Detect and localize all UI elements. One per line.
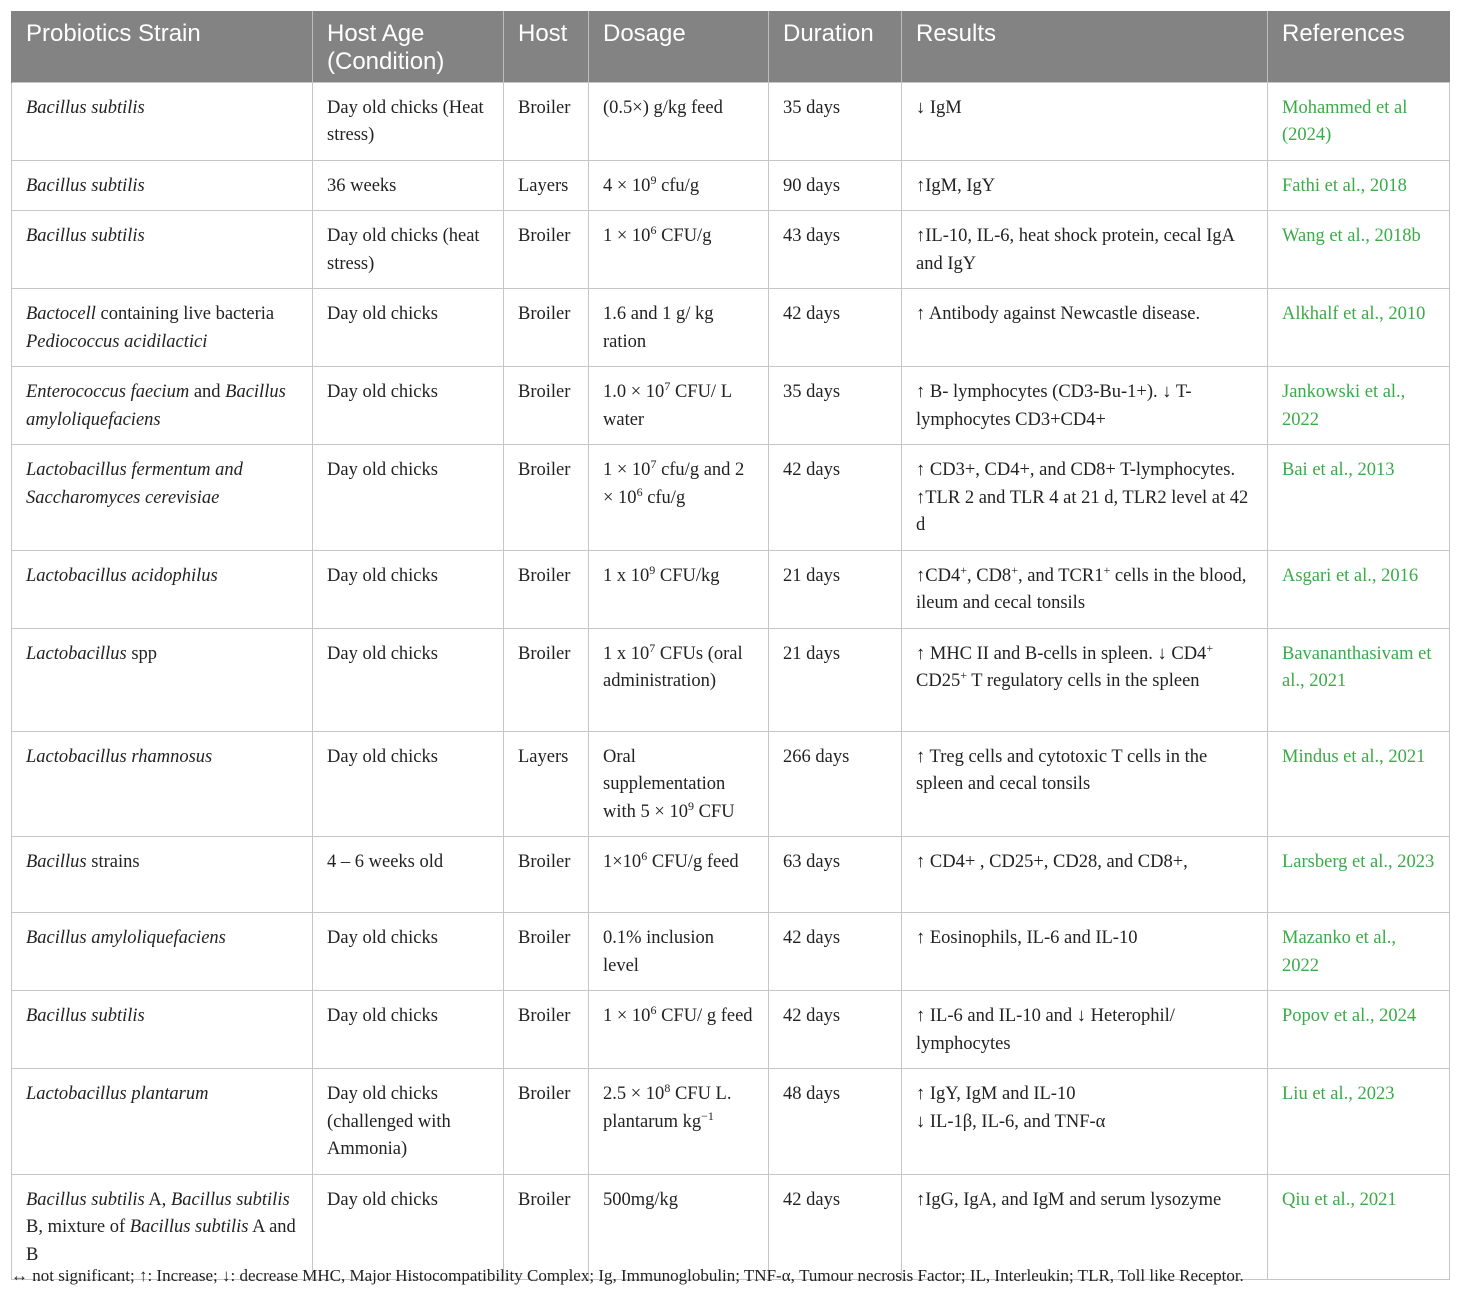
reference-link[interactable]: Mazanko et al., 2022: [1268, 913, 1450, 991]
duration-cell: 42 days: [769, 913, 902, 991]
results-cell: ↑IgG, IgA, and IgM and serum lysozyme: [902, 1174, 1268, 1280]
duration-cell: 43 days: [769, 211, 902, 289]
dosage-cell: $2.5 \times 10^8$ CFU L. plantarum $kg^{-1}$: [589, 1069, 769, 1175]
reference-link[interactable]: Liu et al., 2023: [1268, 1069, 1450, 1175]
host-age-cell: Day old chicks: [313, 991, 504, 1069]
duration-cell: 266 days: [769, 731, 902, 837]
host-age-cell: Day old chicks (Heat stress): [313, 82, 504, 160]
dosage-cell: 1 x $10^7$ CFUs (oral administration): [589, 628, 769, 731]
header-references: References: [1268, 11, 1450, 82]
host-cell: Broiler: [504, 1069, 589, 1175]
table-row: [12, 1174, 1450, 1280]
host-cell: Broiler: [504, 1174, 589, 1280]
reference-link[interactable]: Popov et al., 2024: [1268, 991, 1450, 1069]
header-duration: Duration: [769, 11, 902, 82]
table-row: [12, 837, 1450, 913]
table-row: [12, 913, 1450, 991]
header-strain: Probiotics Strain: [12, 11, 313, 82]
duration-cell: 42 days: [769, 1174, 902, 1280]
host-age-cell: Day old chicks (challenged with Ammonia): [313, 1069, 504, 1175]
dosage-cell: 0.1% inclusion level: [589, 913, 769, 991]
duration-cell: 63 days: [769, 837, 902, 913]
host-age-cell: Day old chicks: [313, 1174, 504, 1280]
dosage-cell: $1 \times 10^7$ cfu/g and $2 \times 10^6$ cfu/g: [589, 445, 769, 551]
header-host-age: Host Age (Condition): [313, 11, 504, 82]
header-dosage: Dosage: [589, 11, 769, 82]
header-row: [12, 11, 1450, 82]
table-row: [12, 367, 1450, 445]
results-cell: ↑CD4+, CD8+, and TCR1+ cells in the blood, ileum and cecal tonsils: [902, 550, 1268, 628]
duration-cell: 42 days: [769, 991, 902, 1069]
results-cell: ↑ Eosinophils, IL-6 and IL-10: [902, 913, 1268, 991]
results-cell: ↑ IL-6 and IL-10 and ↓ Heterophil/ lymphocytes: [902, 991, 1268, 1069]
host-age-cell: Day old chicks: [313, 289, 504, 367]
table-row: [12, 211, 1450, 289]
dosage-cell: 1.6 and 1 g/ kg ration: [589, 289, 769, 367]
reference-link[interactable]: Fathi et al., 2018: [1268, 160, 1450, 211]
reference-link[interactable]: Qiu et al., 2021: [1268, 1174, 1450, 1280]
dosage-cell: $1.0 \times 10^7$ CFU/ L water: [589, 367, 769, 445]
duration-cell: 42 days: [769, 445, 902, 551]
table-row: [12, 289, 1450, 367]
host-age-cell: Day old chicks: [313, 367, 504, 445]
results-cell: ↑ IgY, IgM and IL-10 ↓ IL-1β, IL-6, and TNF-α: [902, 1069, 1268, 1175]
dosage-cell: $1 \times 10^6$ CFU/ g feed: [589, 991, 769, 1069]
table-row: [12, 1069, 1450, 1175]
host-cell: Broiler: [504, 837, 589, 913]
table-row: [12, 160, 1450, 211]
duration-cell: 42 days: [769, 289, 902, 367]
table-row: [12, 445, 1450, 551]
host-cell: Broiler: [504, 913, 589, 991]
host-cell: Broiler: [504, 550, 589, 628]
results-cell: ↑ CD3+, CD4+, and CD8+ T-lymphocytes. ↑TLR 2 and TLR 4 at 21 d, TLR2 level at 42 d: [902, 445, 1268, 551]
dosage-cell: (0.5×) g/kg feed: [589, 82, 769, 160]
reference-link[interactable]: Alkhalf et al., 2010: [1268, 289, 1450, 367]
reference-link[interactable]: Jankowski et al., 2022: [1268, 367, 1450, 445]
results-cell: ↑ Treg cells and cytotoxic T cells in the spleen and cecal tonsils: [902, 731, 1268, 837]
dosage-cell: 1 x $10^9$ CFU/kg: [589, 550, 769, 628]
reference-link[interactable]: Mohammed et al (2024): [1268, 82, 1450, 160]
host-age-cell: 36 weeks: [313, 160, 504, 211]
host-cell: Layers: [504, 160, 589, 211]
duration-cell: 35 days: [769, 367, 902, 445]
host-cell: Broiler: [504, 289, 589, 367]
dosage-cell: $1 \times 10^6$ CFU/g: [589, 211, 769, 289]
strain-cell: Lactobacillus plantarum: [12, 1069, 313, 1175]
duration-cell: 35 days: [769, 82, 902, 160]
results-cell: ↑ MHC II and B-cells in spleen. ↓ CD4+ CD25+ T regulatory cells in the spleen: [902, 628, 1268, 731]
host-cell: Broiler: [504, 628, 589, 731]
duration-cell: 48 days: [769, 1069, 902, 1175]
duration-cell: 21 days: [769, 550, 902, 628]
dosage-cell: $1\times 10^6$ CFU/g feed: [589, 837, 769, 913]
reference-link[interactable]: Asgari et al., 2016: [1268, 550, 1450, 628]
table-row: [12, 991, 1450, 1069]
host-cell: Broiler: [504, 82, 589, 160]
reference-link[interactable]: Wang et al., 2018b: [1268, 211, 1450, 289]
host-cell: Broiler: [504, 445, 589, 551]
host-age-cell: Day old chicks: [313, 913, 504, 991]
dosage-cell: Oral supplementation with $5 \times 10^9$ CFU: [589, 731, 769, 837]
strain-cell: Bacillus strains: [12, 837, 313, 913]
results-cell: ↑IgM, IgY: [902, 160, 1268, 211]
strain-cell: Bacillus amyloliquefaciens: [12, 913, 313, 991]
host-age-cell: Day old chicks: [313, 731, 504, 837]
strain-cell: Bacillus subtilis: [12, 991, 313, 1069]
results-cell: ↑ B- lymphocytes (CD3-Bu-1+). ↓ T-lymphocytes CD3+CD4+: [902, 367, 1268, 445]
strain-cell: Bacillus subtilis A, Bacillus subtilis B, mixture of Bacillus subtilis A and B: [12, 1174, 313, 1280]
strain-cell: Bacillus subtilis: [12, 82, 313, 160]
reference-link[interactable]: Bavananthasivam et al., 2021: [1268, 628, 1450, 731]
strain-cell: Lactobacillus fermentum and Saccharomyces cerevisiae: [12, 445, 313, 551]
reference-link[interactable]: Bai et al., 2013: [1268, 445, 1450, 551]
strain-cell: Lactobacillus acidophilus: [12, 550, 313, 628]
table-row: [12, 731, 1450, 837]
probiotics-table: [11, 11, 1450, 1280]
host-cell: Broiler: [504, 211, 589, 289]
host-cell: Broiler: [504, 367, 589, 445]
host-age-cell: 4 – 6 weeks old: [313, 837, 504, 913]
results-cell: ↑IL-10, IL-6, heat shock protein, cecal IgA and IgY: [902, 211, 1268, 289]
results-cell: ↑ Antibody against Newcastle disease.: [902, 289, 1268, 367]
reference-link[interactable]: Larsberg et al., 2023: [1268, 837, 1450, 913]
strain-cell: Bacillus subtilis: [12, 160, 313, 211]
table-row: [12, 628, 1450, 731]
strain-cell: Bactocell containing live bacteria Pediococcus acidilactici: [12, 289, 313, 367]
duration-cell: 21 days: [769, 628, 902, 731]
results-cell: ↓ IgM: [902, 82, 1268, 160]
strain-cell: Bacillus subtilis: [12, 211, 313, 289]
host-age-cell: Day old chicks (heat stress): [313, 211, 504, 289]
header-host: Host: [504, 11, 589, 82]
header-results: Results: [902, 11, 1268, 82]
results-cell: ↑ CD4+ , CD25+, CD28, and CD8+,: [902, 837, 1268, 913]
strain-cell: Enterococcus faecium and Bacillus amyloliquefaciens: [12, 367, 313, 445]
table-row: [12, 550, 1450, 628]
host-age-cell: Day old chicks: [313, 628, 504, 731]
host-cell: Broiler: [504, 991, 589, 1069]
dosage-cell: $4 \times 10^9$ cfu/g: [589, 160, 769, 211]
strain-cell: Lactobacillus rhamnosus: [12, 731, 313, 837]
table-row: [12, 82, 1450, 160]
host-cell: Layers: [504, 731, 589, 837]
host-age-cell: Day old chicks: [313, 445, 504, 551]
strain-cell: Lactobacillus spp: [12, 628, 313, 731]
duration-cell: 90 days: [769, 160, 902, 211]
reference-link[interactable]: Mindus et al., 2021: [1268, 731, 1450, 837]
host-age-cell: Day old chicks: [313, 550, 504, 628]
dosage-cell: 500mg/kg: [589, 1174, 769, 1280]
table-footnote: ↔ not significant; ↑: Increase; ↓: decrease MHC, Major Histocompatibility Complex; Ig, Immunoglobulin; TNF-α, Tumour necrosis Factor; IL, Interleukin; TLR, Toll like Receptor.: [11, 1266, 1244, 1285]
